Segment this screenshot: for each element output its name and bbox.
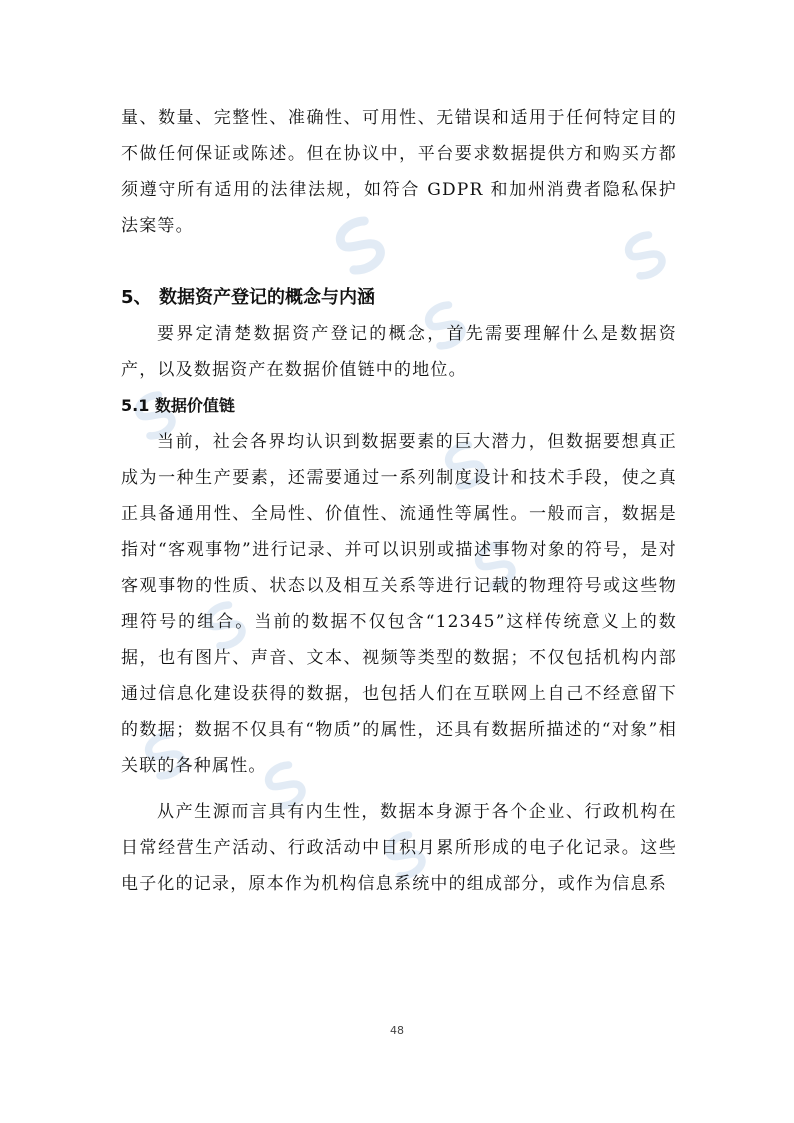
intro-paragraph: 量、数量、完整性、准确性、可用性、无错误和适用于任何特定目的不做任何保证或陈述。但在协议中，平台要求数据提供方和购买方都须遵守所有适用的法律法规，如符合 GDPR 和加州消费者隐私保护法案等。 <box>121 108 677 236</box>
section-5-intro-paragraph: 要界定清楚数据资产登记的概念，首先需要理解什么是数据资产，以及数据资产在数据价值链中的地位。 <box>121 324 677 380</box>
section-5-heading <box>121 280 677 316</box>
section-5-title: 数据资产登记的概念与内涵 <box>159 287 375 308</box>
section-5-number: 5、 <box>121 287 152 308</box>
section-5-1-heading: 5.1 数据价值链 <box>121 396 235 415</box>
section-5-1-paragraph-1: 当前，社会各界均认识到数据要素的巨大潜力，但数据要想真正成为一种生产要素，还需要通过一系列制度设计和技术手段，使之真正具备通用性、全局性、价值性、流通性等属性。一般而言，数据是指对“客观事物”进行记录、并可以识别或描述事物对象的符号，是对客观事物的性质、状态以及相互关系等进行记载的物理符号或这些物理符号的组合。当前的数据不仅包含“12345”这样传统意义上的数据，也有图片、声音、文本、视频等类型的数据；不仅包括机构内部通过信息化建设获得的数据，也包括人们在互联网上自己不经意留下的数据；数据不仅具有“物质”的属性，还具有数据所描述的“对象”相关联的各种属性。 <box>121 432 677 776</box>
section-5-1-paragraph-2: 从产生源而言具有内生性，数据本身源于各个企业、行政机构在日常经营生产活动、行政活动中日积月累所形成的电子化记录。这些电子化的记录，原本作为机构信息系统中的组成部分，或作为信息系 <box>121 802 677 894</box>
document-body <box>121 100 677 902</box>
page-number: 48 <box>390 1024 404 1037</box>
